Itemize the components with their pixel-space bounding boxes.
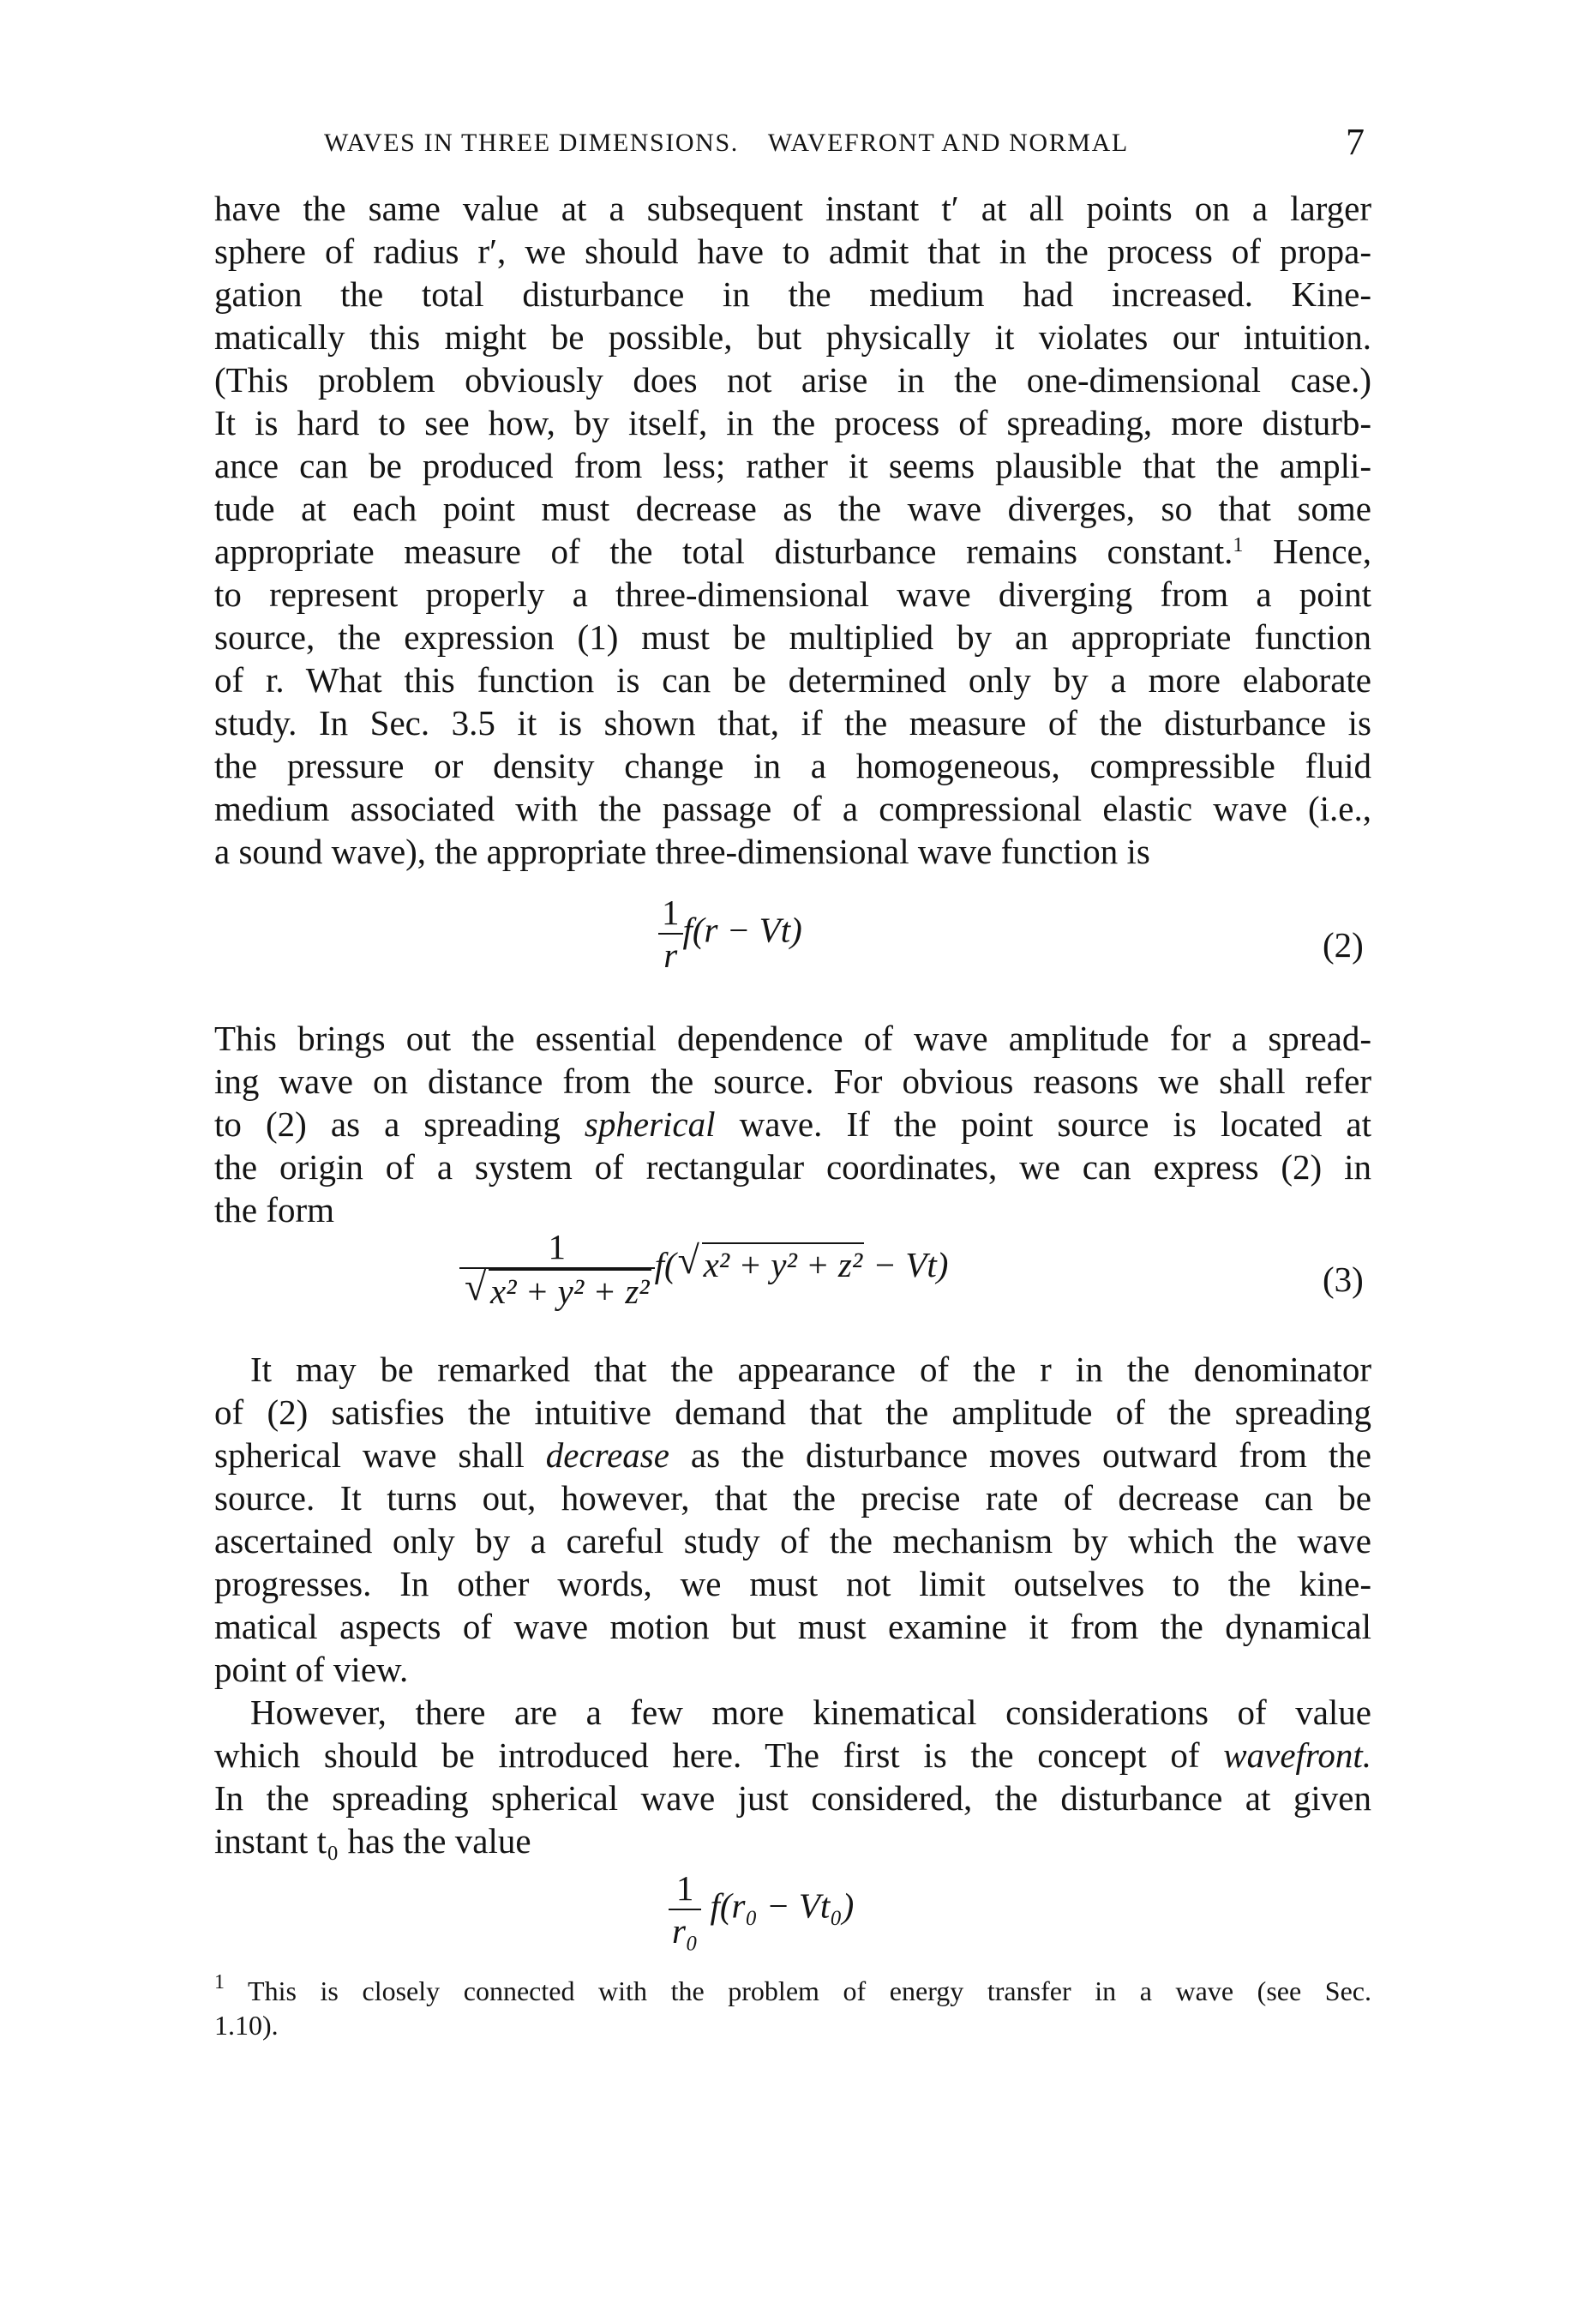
emphasis: wavefront.	[1223, 1735, 1371, 1775]
body-text: appropriate measure of the total disturbance remains constant.	[214, 532, 1233, 571]
square-root: √ x² + y² + z²	[465, 1265, 650, 1311]
body-line-with-emphasis	[214, 1103, 1371, 1145]
body-line: matical aspects of wave motion but must examine it from the dynamical	[214, 1607, 1371, 1646]
body-line: source, the expression (1) must be multiplied by an appropriate function	[214, 617, 1371, 657]
body-line: of (2) satisfies the intuitive demand that the amplitude of the spreading	[214, 1392, 1371, 1432]
running-head	[324, 129, 1263, 158]
body-line: ance can be produced from less; rather it seems plausible that the ampli-	[214, 446, 1371, 485]
body-line: the origin of a system of rectangular coordinates, we can express (2) in	[214, 1147, 1371, 1187]
fraction	[658, 892, 683, 976]
fraction-numerator: 1	[675, 1868, 694, 1908]
fraction	[669, 1867, 701, 1951]
footnote-text: This is closely connected with the problem of energy transfer in a wave (see Sec.	[225, 1975, 1371, 2006]
footnote-mark: 1	[214, 1971, 225, 1993]
body-line-with-footnote-mark	[214, 530, 1371, 573]
equation-number-2: (2)	[1323, 925, 1364, 965]
body-line: tude at each point must decrease as the wave diverges, so that some	[214, 489, 1371, 528]
equation-expression: f( √ x² + y² + z² − Vt)	[654, 1238, 949, 1285]
body-line: progresses. In other words, we must not limit outselves to the kine-	[214, 1564, 1371, 1603]
page-number: 7	[1346, 121, 1365, 163]
body-line: have the same value at a subsequent instant t′ at all points on a larger	[214, 189, 1371, 228]
emphasis: spherical	[584, 1104, 716, 1144]
fraction-denominator: r₀	[669, 1909, 701, 1951]
body-line: It may be remarked that the appearance of the r in the denominator	[250, 1350, 1371, 1389]
equation-3	[459, 1226, 948, 1312]
body-line: sphere of radius r′, we should have to admit that in the process of propa-	[214, 231, 1371, 271]
body-line: point of view.	[214, 1650, 409, 1689]
equation-number-3: (3)	[1323, 1260, 1364, 1299]
equation-expression: f(r₀ − Vt₀)	[710, 1885, 855, 1926]
fraction-numerator: 1	[548, 1227, 567, 1266]
body-text: to (2) as a spreading	[214, 1104, 585, 1144]
equation-4	[669, 1867, 854, 1951]
body-line: It is hard to see how, by itself, in the process of spreading, more disturb-	[214, 403, 1371, 442]
body-text: Hence,	[1243, 532, 1371, 571]
footnote-text-continued: 1.10).	[214, 2010, 279, 2041]
square-root: √ x² + y² + z²	[677, 1238, 863, 1285]
fraction-denominator: r	[658, 933, 683, 976]
body-line: gation the total disturbance in the medium had increased. Kine-	[214, 274, 1371, 314]
fraction	[459, 1226, 655, 1312]
body-line: However, there are a few more kinematical considerations of value	[250, 1693, 1371, 1732]
body-line-with-emphasis	[214, 1434, 1371, 1476]
fraction-numerator: 1	[662, 893, 680, 932]
running-head-left: WAVES IN THREE DIMENSIONS.	[324, 129, 739, 157]
body-text: which should be introduced here. The first is the concept of	[214, 1735, 1224, 1775]
body-line-with-emphasis	[214, 1734, 1371, 1777]
body-line: medium associated with the passage of a compressional elastic wave (i.e.,	[214, 789, 1371, 828]
body-line: study. In Sec. 3.5 it is shown that, if the measure of the disturbance is	[214, 703, 1371, 743]
body-line: of r. What this function is can be determined only by a more elaborate	[214, 660, 1371, 700]
fraction-denominator	[459, 1267, 655, 1312]
equation-2	[658, 892, 802, 976]
body-line: source. It turns out, however, that the precise rate of decrease can be	[214, 1478, 1371, 1518]
body-line: In the spreading spherical wave just considered, the disturbance at given	[214, 1778, 1371, 1818]
body-line: a sound wave), the appropriate three-dimensional wave function is	[214, 832, 1150, 871]
body-line: This brings out the essential dependence of wave amplitude for a spread-	[214, 1019, 1371, 1058]
footnote-reference: 1	[1233, 534, 1244, 556]
body-line: instant t₀ has the value	[214, 1821, 531, 1861]
body-line: the pressure or density change in a homogeneous, compressible fluid	[214, 746, 1371, 785]
equation-expression: f(r − Vt)	[682, 910, 802, 950]
body-line: ascertained only by a careful study of the mechanism by which the wave	[214, 1521, 1371, 1560]
body-text: wave. If the point source is located at	[715, 1104, 1372, 1144]
body-line: (This problem obviously does not arise in the one-dimensional case.)	[214, 360, 1371, 400]
body-line: the form	[214, 1190, 335, 1230]
emphasis: decrease	[545, 1435, 669, 1475]
body-line: matically this might be possible, but physically it violates our intuition.	[214, 317, 1371, 357]
body-line: to represent properly a three-dimensional wave diverging from a point	[214, 574, 1371, 614]
body-line: ing wave on distance from the source. For obvious reasons we shall refer	[214, 1061, 1371, 1101]
running-head-right: WAVEFRONT AND NORMAL	[767, 129, 1129, 157]
body-text: as the disturbance moves outward from the	[669, 1435, 1371, 1475]
body-text: spherical wave shall	[214, 1435, 546, 1475]
footnote	[214, 1971, 1371, 2008]
